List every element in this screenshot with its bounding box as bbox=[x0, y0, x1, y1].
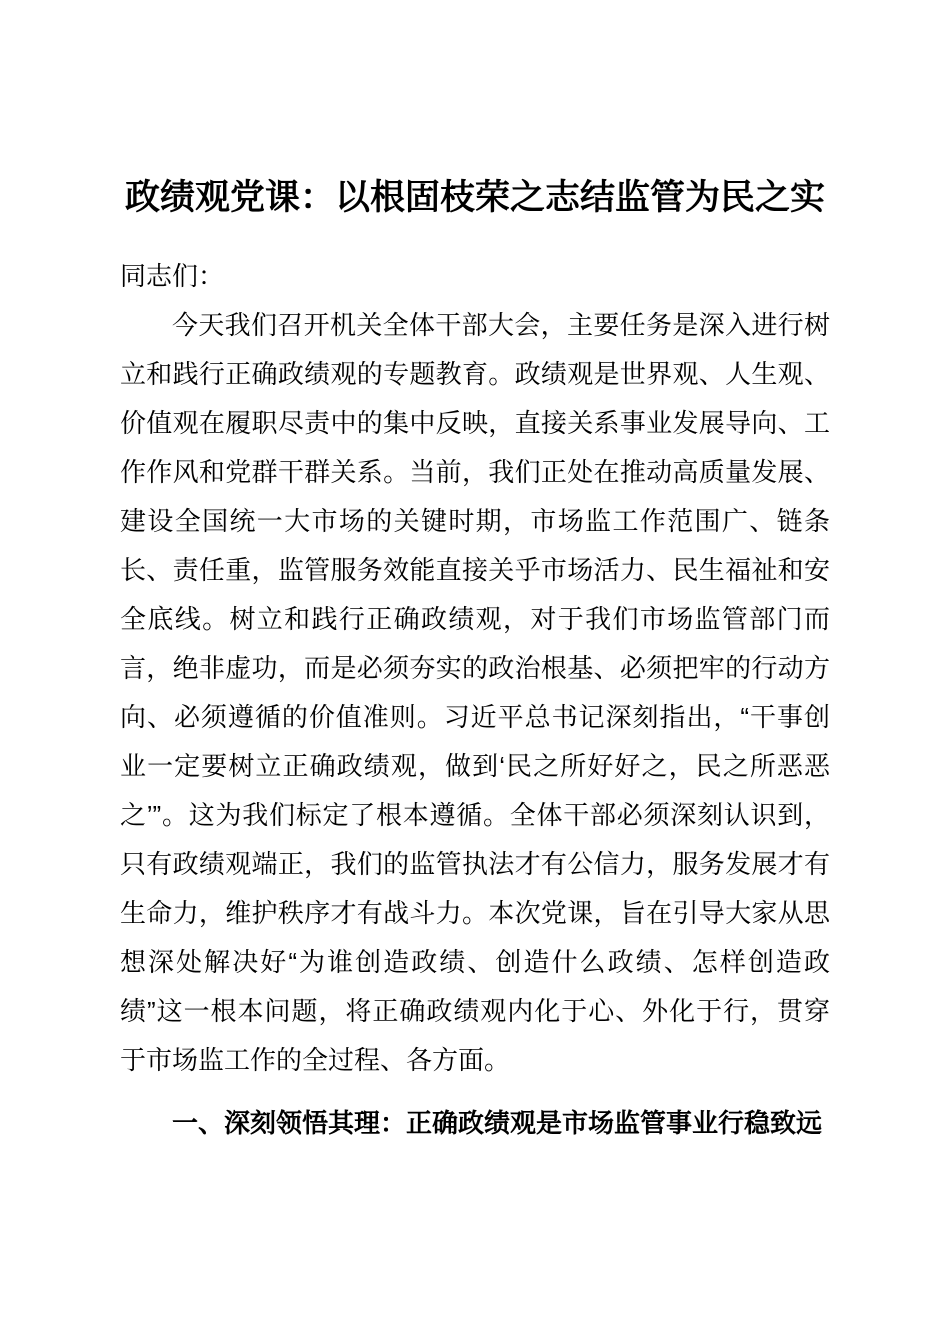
salutation-line: 同志们： bbox=[120, 261, 225, 291]
section-heading: 一、深刻领悟其理：正确政绩观是市场监管事业行稳致远 bbox=[172, 1108, 823, 1138]
body-paragraph: 今天我们召开机关全体干部大会，主要任务是深入进行树立和践行正确政绩观的专题教育。政绩观是世界观、人生观、价值观在履职尽责中的集中反映，直接关系事业发展导向、工作作风和党群干群关系。当前，我们正处在推动高质量发展、建设全国统一大市场的关键时期，市场监工作范围广、链条长、责任重，监管服务效能直接关乎市场活力、民生福祉和安全底线。树立和践行正确政绩观，对于我们市场监管部门而言，绝非虚功，而是必须夯实的政治根基、必须把牢的行动方向、必须遵循的价值准则。习近平总书记深刻指出，“干事创业一定要树立正确政绩观，做到‘民之所好好之，民之所恶恶之’”。这为我们标定了根本遵循。全体干部必须深刻认识到，只有政绩观端正，我们的监管执法才有公信力，服务发展才有生命力，维护秩序才有战斗力。本次党课，旨在引导大家从思想深处解决好“为谁创造政绩、创造什么政绩、怎样创造政绩”这一根本问题，将正确政绩观内化于心、外化于行，贯穿于市场监工作的全过程、各方面。 bbox=[120, 310, 830, 1075]
document-body bbox=[120, 301, 830, 1148]
document-title: 政绩观党课：以根固枝荣之志结监管为民之实 bbox=[124, 178, 825, 217]
